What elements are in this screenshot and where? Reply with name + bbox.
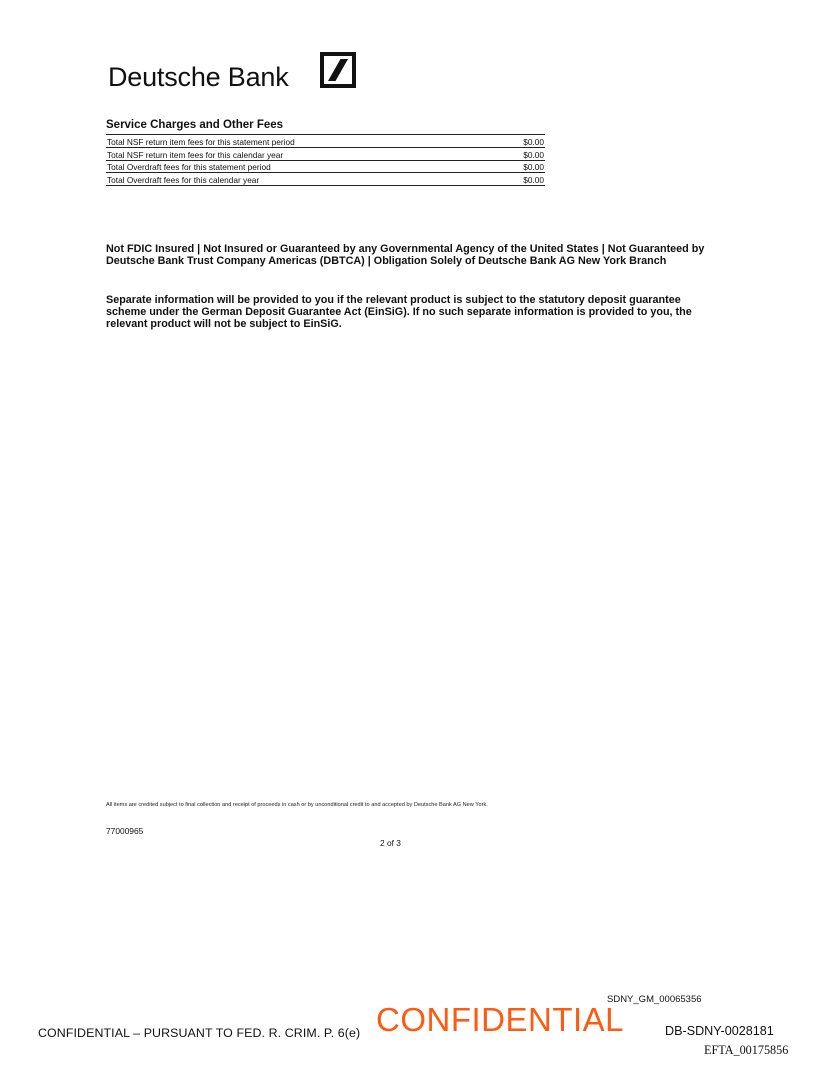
fee-label: Total Overdraft fees for this calendar year (107, 175, 260, 186)
fee-row (106, 161, 545, 174)
fee-label: Total NSF return item fees for this calendar year (107, 149, 284, 160)
einsig-disclaimer: Separate information will be provided to you if the relevant product is subject to the statutory deposit guarantee scheme under the German Deposit Guarantee Act (EinSiG). If no such separate information is provided to you, the relevant product will not be subject to EinSiG. (106, 294, 692, 331)
fee-label: Total Overdraft fees for this statement period (107, 162, 271, 173)
fees-section-title: Service Charges and Other Fees (106, 119, 284, 131)
account-reference: 77000965 (106, 826, 144, 836)
confidential-stamp: CONFIDENTIAL (376, 1001, 625, 1038)
deutsche-bank-logo-icon (320, 52, 356, 88)
fee-value: $0.00 (523, 149, 544, 160)
logo-slash (324, 56, 352, 84)
fee-label: Total NSF return item fees for this statement period (107, 136, 295, 147)
bates-number-sdny: SDNY_GM_00065356 (607, 994, 702, 1005)
fee-row (106, 173, 545, 186)
fee-value: $0.00 (523, 175, 544, 186)
fee-row (106, 134, 545, 148)
fee-value: $0.00 (523, 162, 544, 173)
credit-footnote: All items are credited subject to final collection and receipt of proceeds in cash or by unconditional credit to and accepted by Deutsche Bank AG New York. (106, 802, 488, 808)
fee-row (106, 148, 545, 161)
page-number: 2 of 3 (380, 838, 401, 848)
bates-number-efta: EFTA_00175856 (704, 1043, 789, 1057)
fee-value: $0.00 (523, 136, 544, 147)
bates-number-db: DB-SDNY-0028181 (665, 1024, 774, 1038)
fdic-disclaimer: Not FDIC Insured | Not Insured or Guaranteed by any Governmental Agency of the United States | Not Guaranteed by Deutsche Bank Trust Company Americas (DBTCA) | Obligation Solely of Deutsche Bank AG New York Branch (106, 243, 705, 268)
fees-table (106, 134, 545, 186)
confidentiality-notice: CONFIDENTIAL – PURSUANT TO FED. R. CRIM. P. 6(e) (38, 1026, 361, 1040)
brand-name: Deutsche Bank (108, 62, 289, 92)
